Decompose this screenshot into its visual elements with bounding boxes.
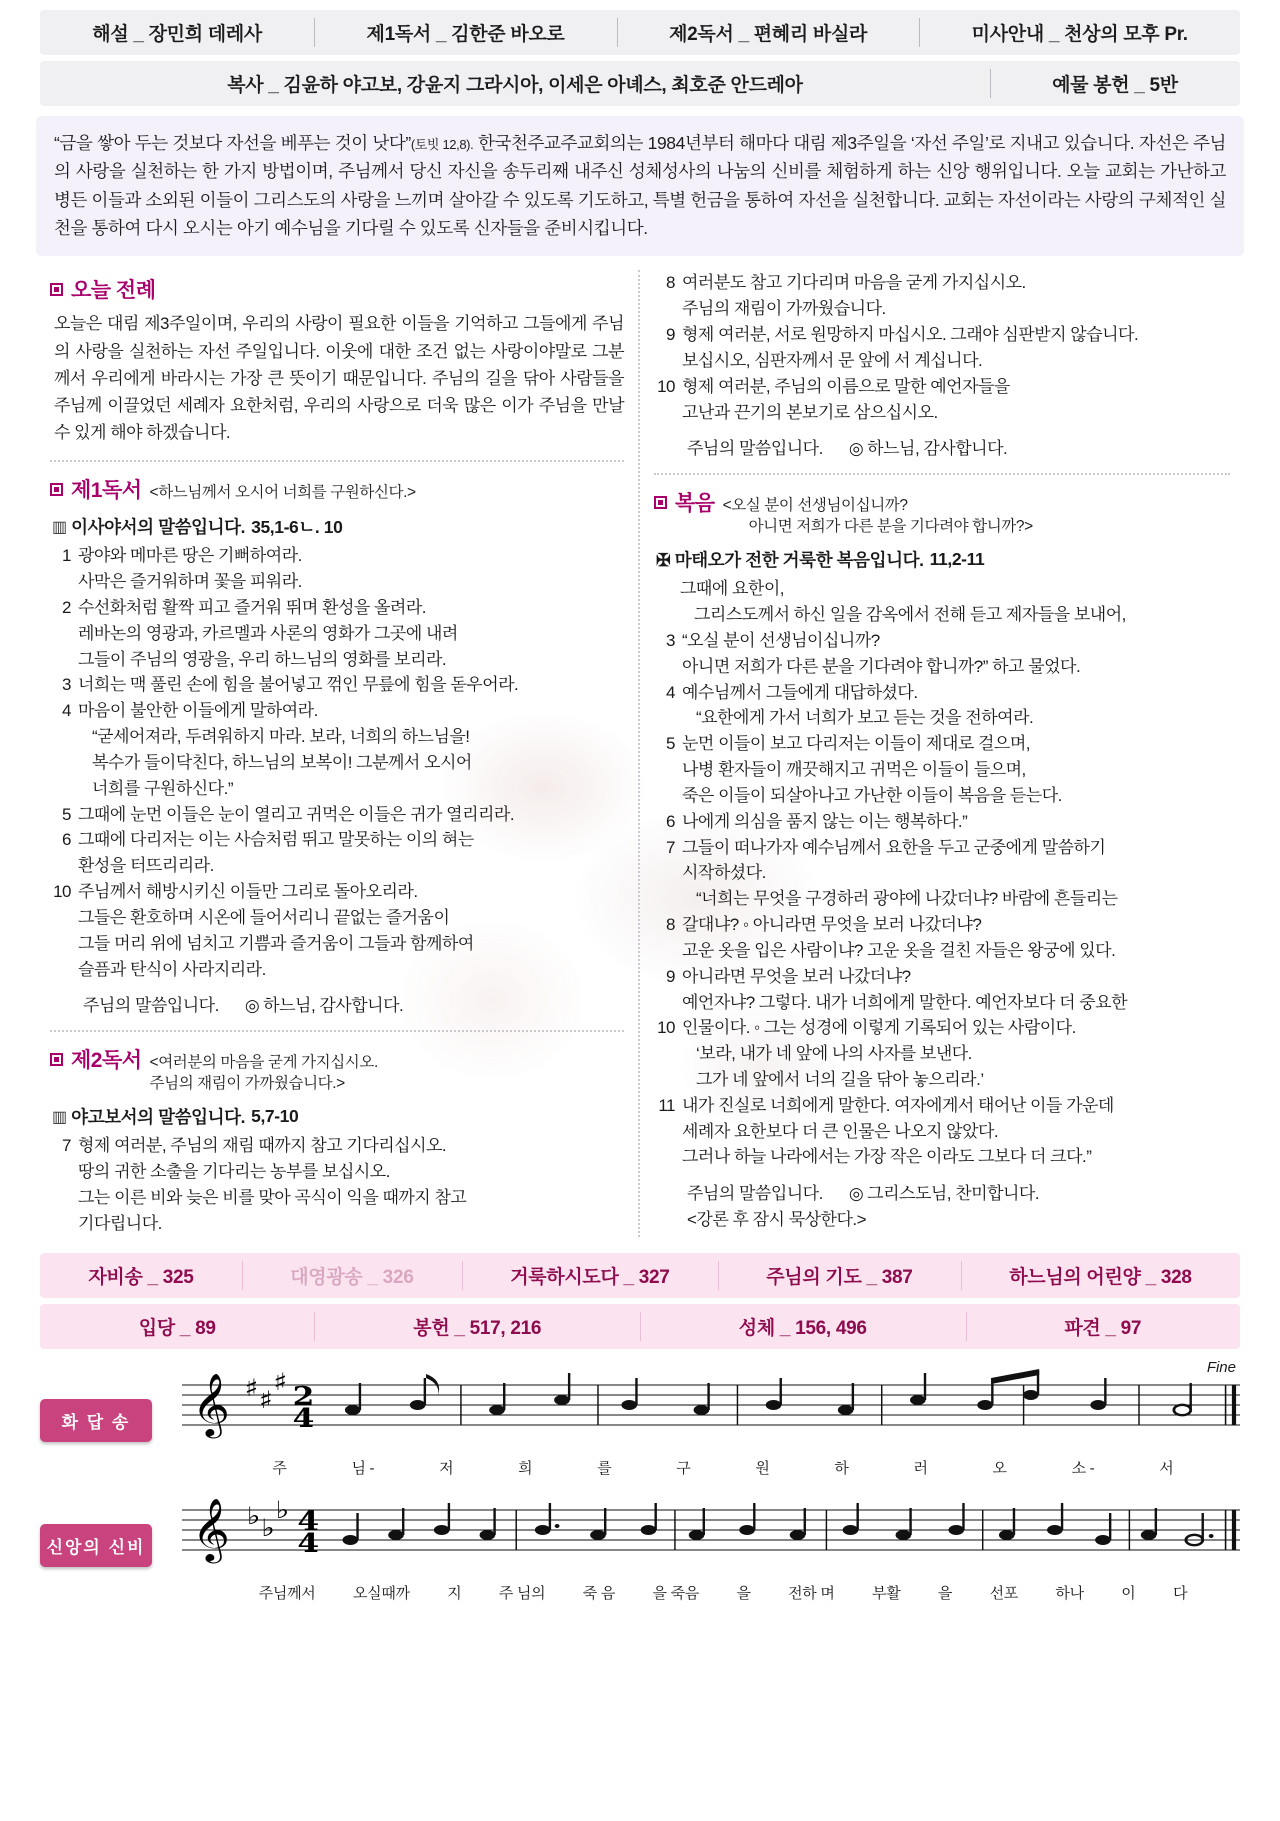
hymn-cell: 성체 _ 156, 496 [640,1304,966,1349]
verse-number: 1 [62,546,71,566]
verse-line [52,957,624,983]
bars-icon: ▥ [52,518,66,536]
response-circle-icon: ◎ [848,1184,864,1204]
today-liturgy-body: 오늘은 대림 제3주일이며, 우리의 사랑이 필요한 이들을 기억하고 그들에게 주님의 사랑을 실천하는 자선 주일입니다. 이웃에 대한 조건 없는 사랑이야말로 그분께서 우리에게 바라시는 가장 큰 뜻이기 때문입니다. 주님의 길을 닦아 사람들을 주님께 이끌었던 세례자 요한처럼, 우리의 사랑으로 더욱 많은 이가 주님을 만날 수 있게 해야 하겠습니다. [54,314,624,443]
gospel-ref: 11,2-11 [929,549,985,570]
verse-text: 땅의 귀한 소출을 기다리는 농부를 보십시오. [78,1162,390,1182]
lyric-syllable: 희 [518,1459,533,1477]
verse-text: 갈대냐? ◦ 아니라면 무엇을 보러 나갔더냐? [682,915,982,935]
verse-number: 3 [62,675,71,695]
verse-line [656,783,1230,809]
lyric-syllable: 소 - [1071,1459,1095,1477]
left-column [36,270,640,1236]
roster-cell-offertory: 예물 봉헌 _ 5반 [990,61,1240,106]
verse-text: “너희는 무엇을 구경하러 광야에 나갔더냐? 바람에 흔들리는 [696,889,1118,909]
verse-text: 예수님께서 그들에게 대답하셨다. [682,682,918,702]
verse-text: 시작하셨다. [682,863,766,883]
responsorial-psalm-staff [182,1363,1240,1478]
gospel-intro-text-2: 그리스도께서 하신 일을 감옥에서 전해 듣고 제자들을 보내어, [694,605,1126,625]
responsorial-psalm-lyrics [182,1457,1240,1478]
lyric-syllable: 오 [992,1459,1007,1477]
svg-text:♭: ♭ [261,1513,275,1542]
verse-line [656,348,1230,374]
lyric-syllable: 주님께서 [258,1584,316,1602]
verse-text: 광야와 메마른 땅은 기뻐하여라. [78,546,302,566]
verse-text: 레바논의 영광과, 카르멜과 사론의 영화가 그곳에 내려 [78,623,458,643]
verse-text: 그는 이른 비와 늦은 비를 맞아 곡식이 익을 때까지 참고 [78,1187,467,1207]
response-circle-icon: ◎ [244,996,260,1016]
verse-number: 9 [666,325,675,345]
verse-number: 5 [62,804,71,824]
reading1-ref: 35,1-6ㄴ. 10 [251,517,343,538]
right-column [640,270,1244,1236]
gospel-response [687,1179,1230,1204]
verse-text: 죽은 이들이 되살아나고 가난한 이들이 복음을 듣는다. [682,785,1062,805]
verse-text: 너희는 맥 풀린 손에 힘을 불어넣고 꺾인 무릎에 힘을 돋우어라. [78,675,519,695]
lyric-syllable: 를 [597,1459,612,1477]
lyric-syllable: 하 [834,1459,849,1477]
verse-text: 보십시오, 심판자께서 문 앞에 서 계십니다. [682,350,983,370]
verse-line [656,964,1230,990]
reading2-source: 야고보서의 말씀입니다. [71,1107,246,1128]
gospel-intro-line-2 [654,602,1230,628]
gospel-source: ✠ 마태오가 전한 거룩한 복음입니다. [656,550,924,571]
roster-cell-altar-servers: 복사 _ 김윤하 야고보, 강윤지 그라시아, 이세은 아녜스, 최호준 안드레아 [227,75,803,96]
verse-number: 6 [666,811,675,831]
verse-text: 눈먼 이들이 보고 다리저는 이들이 제대로 걸으며, [682,734,1031,754]
today-liturgy-title: 오늘 전례 [71,279,156,303]
verse-line [656,1119,1230,1145]
svg-text:𝄞: 𝄞 [191,1498,230,1562]
verse-line [52,621,624,647]
verse-number: 5 [666,734,675,754]
lyric-syllable: 님 - [351,1459,375,1477]
verse-line [52,931,624,957]
verse-number: 8 [666,273,675,293]
hymn-cell: 자비송 _ 325 [88,1266,194,1288]
verse-line [656,1093,1230,1119]
svg-text:♯: ♯ [244,1373,259,1402]
reading2-response-left: 주님의 말씀입니다. [687,439,823,459]
verse-number: 11 [658,1095,675,1115]
gospel-subtitle [723,496,1033,537]
verse-text: “굳세어져라, 두려워하지 마라. 보라, 너희의 하느님을! [92,727,470,747]
hymn-section [40,1253,1240,1349]
verse-number: 4 [62,701,71,721]
hymn-row-1 [40,1253,1240,1298]
hymn-cell: 주님의 기도 _ 387 [718,1253,961,1298]
verse-text: “오실 분이 선생님이십니까? [682,630,880,650]
svg-text:2: 2 [292,1380,315,1411]
square-bullet-icon [654,496,667,509]
lyric-syllable: 서 [1159,1459,1174,1477]
response-circle-icon: ◎ [848,439,864,459]
verse-text: 그때에 다리저는 이는 사슴처럼 뛰고 말못하는 이의 혀는 [78,830,474,850]
verse-line [656,628,1230,654]
reading2-response-text: 하느님, 감사합니다. [867,439,1008,459]
verse-number: 10 [657,376,675,396]
reading1-response-text: 하느님, 감사합니다. [263,996,404,1016]
reading1-response-right [245,991,403,1016]
verse-number: 8 [666,915,675,935]
verse-text: 아니면 저희가 다른 분을 기다려야 합니까?” 하고 물었다. [682,656,1081,676]
divider-3 [654,473,1230,475]
responsorial-psalm-row [40,1363,1240,1478]
gospel-heading [654,487,1230,537]
main-columns [36,270,1244,1236]
reading2-subtitle-line2: 주님의 재림이 가까웠습니다.> [149,1074,345,1092]
verse-text: 형제 여러분, 주님의 이름으로 말한 예언자들을 [682,376,1010,396]
svg-text:𝄞: 𝄞 [191,1373,230,1437]
verse-line [52,1211,624,1237]
svg-text:♭: ♭ [246,1501,261,1530]
verse-line [52,724,624,750]
verse-text: 주님의 재림이 가까웠습니다. [682,299,886,319]
lyric-syllable: 러 [913,1459,928,1477]
verse-line [656,296,1230,322]
verse-text: 주님께서 해방시키신 이들만 그리로 돌아오리라. [78,882,418,902]
verse-text: 나병 환자들이 깨끗해지고 귀먹은 이들이 들으며, [682,760,1026,780]
verse-line [52,698,624,724]
lyric-syllable: 원 [755,1459,770,1477]
reading1-title: 제1독서 [71,479,142,503]
verse-line [656,912,1230,938]
verse-text: 그들이 떠나가자 예수님께서 요한을 두고 군중에게 말씀하기 [682,837,1106,857]
verse-line [656,1015,1230,1041]
reading2-heading [50,1044,624,1094]
lyric-syllable: 주 님의 [498,1584,546,1602]
verse-text: 세례자 요한보다 더 큰 인물은 나오지 않았다. [682,1121,999,1141]
hymn-row-2 [40,1304,1240,1349]
verse-line [656,400,1230,426]
intro-paragraph [36,116,1244,256]
reading2-verses-right [656,270,1230,425]
lyric-syllable: 선포 [989,1584,1018,1602]
verse-text: 수선화처럼 활짝 피고 즐거워 뛰며 환성을 올려라. [78,597,427,617]
reading2-subtitle [150,1053,378,1094]
hymn-cell: 대영광송 _ 326 [242,1253,462,1298]
reading1-heading [50,474,624,504]
verse-number: 4 [666,682,675,702]
svg-text:4: 4 [297,1505,320,1536]
roster-section [40,10,1240,106]
reading2-subtitle-line1: <여러분의 마음을 굳게 가지십시오. [149,1054,378,1072]
verse-text: 형제 여러분, 주님의 재림 때까지 참고 기다리십시오. [78,1136,447,1156]
roster-cell-first-reading: 제1독서 _ 김한준 바오로 [314,10,617,55]
verse-text: 환성을 터뜨리리라. [78,856,214,876]
verse-line [656,322,1230,348]
verse-text: 내가 진실로 너희에게 말한다. 여자에게서 태어난 이들 가운데 [682,1095,1114,1115]
gospel-intro-line [654,576,1230,602]
music-section [40,1358,1240,1603]
intro-body: 한국천주교주교회의는 1984년부터 해마다 대림 제3주일을 ‘자선 주일’로 지내고 있습니다. 자선은 주님의 사랑을 실천하는 한 가지 방법이며, 주님께서 당신 자신을 송두리째 내주신 성체성사의 나눔의 신비를 체험하게 하는 신앙 행위입니다. 오늘 교회는 가난하고 병든 이들과 소외된 이들이 그리스도의 사랑을 느끼며 살아갈 수 있도록 기도하고, 특별 헌금을 통하여 자선을 실천합니다. 교회는 자선이라는 사랑의 구체적인 실천을 통하여 다시 오시는 아기 예수님을 기다릴 수 있도록 신자들을 준비시킵니다. [54,133,1226,239]
verse-line [656,1144,1230,1170]
gospel-response-right [849,1179,1039,1204]
lyric-syllable: 전하 며 [788,1584,835,1602]
intro-citation: (토빗 12,8). [410,137,474,152]
lyric-syllable: 다 [1172,1584,1188,1602]
verse-text: 너희를 구원하신다.” [92,778,233,798]
lyric-syllable: 을 [937,1584,953,1602]
verse-text: 그러나 하늘 나라에서는 가장 작은 이라도 그보다 더 크다.” [682,1147,1092,1167]
verse-line [52,1159,624,1185]
verse-line [52,1185,624,1211]
reading1-verses [52,543,624,982]
lyric-syllable: 죽 음 [582,1584,616,1602]
verse-number: 7 [666,837,675,857]
svg-text:4: 4 [297,1527,320,1558]
divider-2 [50,1030,624,1032]
roster-cell-mass-guide: 미사안내 _ 천상의 모후 Pr. [919,10,1240,55]
verse-text: 형제 여러분, 서로 원망하지 마십시오. 그래야 심판받지 않습니다. [682,325,1139,345]
svg-text:4: 4 [292,1402,315,1433]
gospel-note: <강론 후 잠시 묵상한다.> [687,1210,867,1230]
fine-marking: Fine [1206,1358,1236,1376]
verse-text: “요한에게 가서 너희가 보고 듣는 것을 전하여라. [696,708,1034,728]
gospel-verses [656,628,1230,1170]
lyric-syllable: 이 [1121,1584,1136,1602]
reading1-subtitle: <하느님께서 오시어 너희를 구원하신다.> [149,484,416,502]
reading2-response-right [849,434,1007,459]
verse-line [52,647,624,673]
verse-line [52,827,624,853]
verse-text: 그들 머리 위에 넘치고 기쁨과 즐거움이 그들과 함께하여 [78,933,474,953]
verse-text: 여러분도 참고 기다리며 마음을 굳게 가지십시오. [682,273,1026,293]
bars-icon: ▥ [52,1108,66,1126]
reading1-source-line [52,514,624,539]
verse-text: 예언자냐? 그렇다. 내가 너희에게 말한다. 예언자보다 더 중요한 [682,992,1128,1012]
gospel-title: 복음 [675,492,715,516]
reading1-response [83,991,624,1016]
hymn-cell: 하느님의 어린양 _ 328 [961,1253,1240,1298]
reading1-response-left: 주님의 말씀입니다. [83,996,219,1016]
verse-number: 10 [657,1018,675,1038]
verse-line [656,731,1230,757]
square-bullet-icon [50,283,63,296]
verse-text: 복수가 들이닥친다, 하느님의 보복이! 그분께서 오시어 [92,752,472,772]
verse-text: ‘보라, 내가 네 앞에 나의 사자를 보낸다. [696,1044,972,1064]
verse-line [656,705,1230,731]
verse-line [52,672,624,698]
roster-row-1 [40,10,1240,55]
verse-line [656,860,1230,886]
verse-text: 인물이다. ◦ 그는 성경에 이렇게 기록되어 있는 사람이다. [682,1018,1076,1038]
mystery-of-faith-lyrics [182,1582,1240,1603]
verse-line [52,569,624,595]
verse-number: 9 [666,966,675,986]
verse-line [52,853,624,879]
verse-text: 그때에 눈먼 이들은 눈이 열리고 귀먹은 이들은 귀가 열리리라. [78,804,515,824]
mystery-of-faith-label: 신앙의 신비 [40,1524,152,1567]
hymn-cell: 파견 _ 97 [966,1304,1240,1349]
roster-cell-second-reading: 제2독서 _ 편혜리 바실라 [617,10,920,55]
reading2-source-line [52,1104,624,1129]
mystery-of-faith-staff [182,1488,1240,1603]
verse-text: 슬픔과 탄식이 사라지리라. [78,959,266,979]
today-liturgy-heading [50,274,624,304]
reading1-source: 이사야서의 말씀입니다. [71,517,246,538]
verse-line [656,990,1230,1016]
verse-text: 고운 옷을 입은 사람이냐? 고운 옷을 걸친 자들은 왕궁에 있다. [682,940,1116,960]
gospel-response-text: 그리스도님, 찬미합니다. [867,1184,1040,1204]
verse-number: 10 [53,882,71,902]
verse-line [52,750,624,776]
lyric-syllable: 지 [447,1584,462,1602]
lyric-syllable: 을 죽음 [652,1584,699,1602]
lyric-syllable: 을 [736,1584,751,1602]
responsorial-psalm-label: 화 답 송 [40,1399,152,1442]
verse-number: 2 [62,597,71,617]
verse-line [656,680,1230,706]
verse-line [52,802,624,828]
verse-line [656,270,1230,296]
lyric-syllable: 부활 [872,1584,901,1602]
verse-line [656,809,1230,835]
verse-line [656,886,1230,912]
lyric-syllable: 오실때까 [352,1584,410,1602]
verse-line [656,374,1230,400]
roster-cell-commentator: 해설 _ 장민희 데레사 [92,24,262,45]
verse-line [656,1041,1230,1067]
square-bullet-icon [50,1053,63,1066]
verse-line [52,1133,624,1159]
lyric-syllable: 구 [676,1459,691,1477]
verse-text: 기다립니다. [78,1213,162,1233]
square-bullet-icon [50,483,63,496]
verse-number: 7 [62,1136,71,1156]
svg-text:♭: ♭ [275,1495,290,1524]
hymn-cell: 봉헌 _ 517, 216 [314,1304,640,1349]
staff-notation-1 [182,1363,1240,1455]
gospel-intro-text: 그때에 요한이, [680,579,784,599]
lyric-syllable: 저 [439,1459,454,1477]
verse-line [656,757,1230,783]
lyric-syllable: 하나 [1055,1584,1084,1602]
verse-text: 그들이 주님의 영광을, 우리 하느님의 영화를 보리라. [78,649,447,669]
verse-number: 6 [62,830,71,850]
reading2-response [687,434,1230,459]
verse-text: 아니라면 무엇을 보러 나갔더냐? [682,966,911,986]
verse-text: 사막은 즐거워하며 꽃을 피워라. [78,572,302,592]
verse-text: 마음이 불안한 이들에게 말하여라. [78,701,318,721]
verse-text: 그들은 환호하며 시온에 들어서리니 끝없는 즐거움이 [78,907,450,927]
verse-line [52,595,624,621]
mystery-of-faith-row [40,1488,1240,1603]
reading2-verses-left [52,1133,624,1236]
svg-text:♯: ♯ [273,1367,288,1396]
gospel-source-line [656,547,1230,572]
divider-1 [50,460,624,462]
intro-quote: “금을 쌓아 두는 것보다 자선을 베푸는 것이 낫다” [54,133,411,153]
verse-line [52,543,624,569]
hymn-cell: 거룩하시도다 _ 327 [462,1253,718,1298]
svg-text:♯: ♯ [258,1385,273,1414]
verse-line [656,654,1230,680]
gospel-subtitle-line1: <오실 분이 선생님이십니까? [722,497,908,515]
verse-line [656,835,1230,861]
verse-line [656,1067,1230,1093]
reading2-title: 제2독서 [71,1049,142,1073]
verse-text: 그가 네 앞에서 너의 길을 닦아 놓으리라.’ [696,1069,984,1089]
verse-line [52,776,624,802]
verse-line [52,905,624,931]
staff-notation-2 [182,1488,1240,1580]
hymn-cell: 입당 _ 89 [138,1317,216,1339]
verse-text: 고난과 끈기의 본보기로 삼으십시오. [682,402,938,422]
gospel-response-left: 주님의 말씀입니다. [687,1184,823,1204]
roster-row-2 [40,61,1240,106]
verse-number: 3 [666,630,675,650]
verse-text: 나에게 의심을 품지 않는 이는 행복하다.” [682,811,968,831]
verse-line [52,879,624,905]
gospel-subtitle-line2: 아니면 저희가 다른 분을 기다려야 합니까?> [748,517,1033,535]
lyric-syllable: 주 [272,1459,287,1477]
reading2-ref: 5,7-10 [251,1106,299,1127]
verse-line [656,938,1230,964]
